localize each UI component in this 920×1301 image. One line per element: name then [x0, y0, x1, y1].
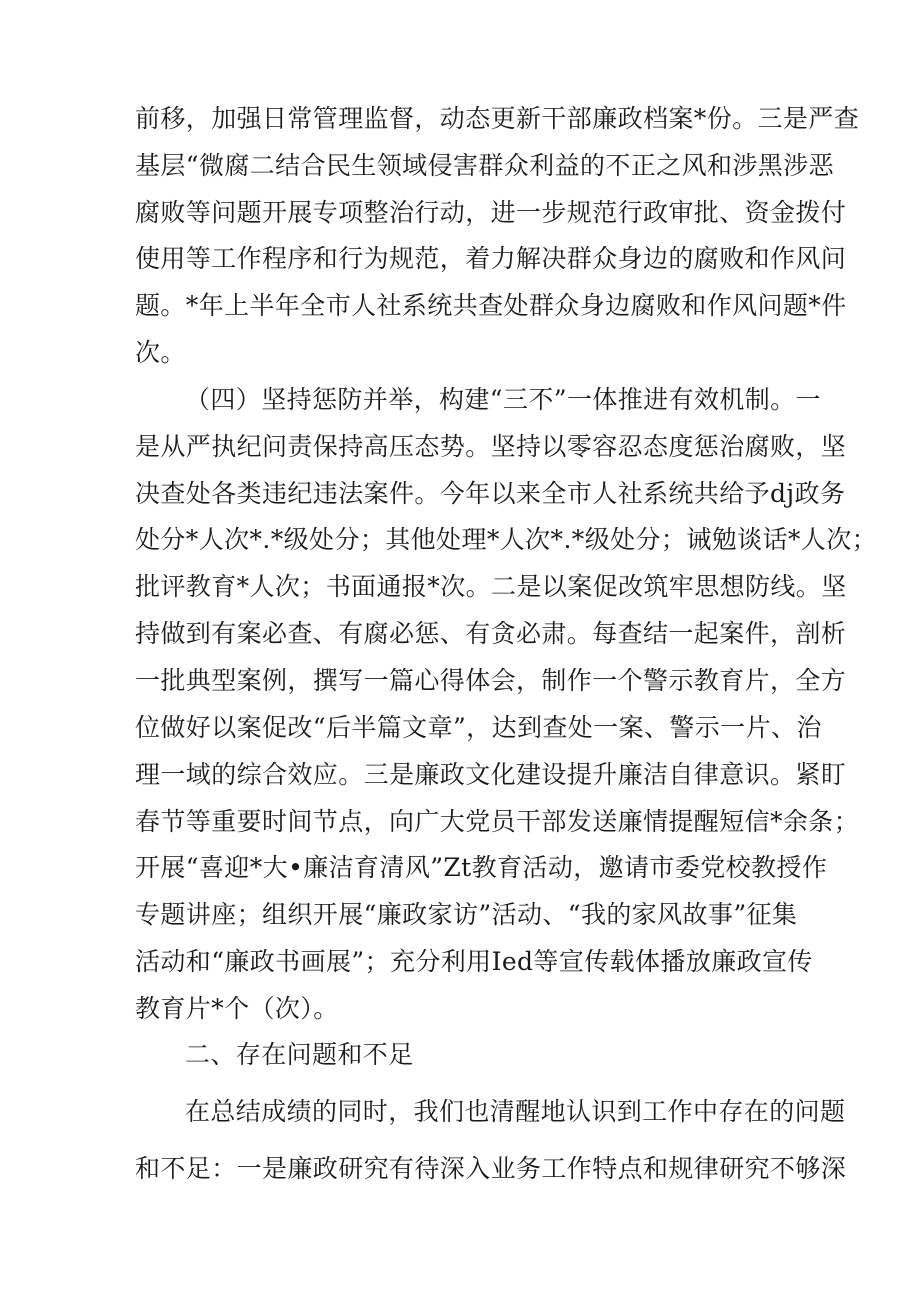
text-line: 春节等重要时间节点，向广大党员干部发送廉情提醒短信*余条；	[135, 807, 860, 836]
text-line: 次。	[135, 338, 186, 367]
text-line: 基层“微腐二结合民生领域侵害群众利益的不正之风和涉黑涉恶	[135, 151, 834, 180]
text-line: 前移，加强日常管理监督，动态更新干部廉政档案*份。三是严查	[135, 104, 860, 133]
text-line: 腐败等问题开展专项整治行动，进一步规范行政审批、资金拨付	[135, 198, 847, 227]
text-line: 和不足：一是廉政研究有待深入业务工作特点和规律研究不够深	[135, 1154, 847, 1183]
text-line: 在总结成绩的同时，我们也清醒地认识到工作中存在的问题	[185, 1097, 846, 1126]
text-line: 决查处各类违纪违法案件。今年以来全市人社系统共给予dj政务	[135, 479, 846, 508]
text-line: 活动和“廉政书画展”；充分利用Ied等宣传载体播放廉政宣传	[135, 947, 813, 976]
text-line: 处分*人次*.*级处分；其他处理*人次*.*级处分；诫勉谈话*人次；	[135, 525, 877, 554]
text-line: 开展“喜迎*大•廉洁育清风”Zt教育活动，邀请市委党校教授作	[135, 853, 828, 882]
text-line: 持做到有案必查、有腐必惩、有贪必肃。每查结一起案件，剖析	[135, 619, 847, 648]
text-line: 教育片*个（次）。	[135, 994, 339, 1023]
text-line: 专题讲座；组织开展“廉政家访”活动、“我的家风故事”征集	[135, 900, 798, 929]
text-line: 批评教育*人次；书面通报*次。二是以案促改筑牢思想防线。坚	[135, 572, 847, 601]
text-line: 使用等工作程序和行为规范，着力解决群众身边的腐败和作风问	[135, 244, 847, 273]
text-line: 位做好以案促改“后半篇文章”，达到查处一案、警示一片、治	[135, 713, 822, 742]
section-heading: （四）坚持惩防并举，构建“三不”一体推进有效机制。一	[185, 385, 821, 414]
text-line: 题。*年上半年全市人社系统共查处群众身边腐败和作风问题*件	[135, 291, 847, 320]
section-heading-problems: 二、存在问题和不足	[185, 1040, 414, 1069]
text-line: 是从严执纪问责保持高压态势。坚持以零容忍态度惩治腐败，坚	[135, 432, 847, 461]
text-line: 一批典型案例，撰写一篇心得体会，制作一个警示教育片，全方	[135, 666, 847, 695]
text-line: 理一域的综合效应。三是廉政文化建设提升廉洁自律意识。紧盯	[135, 760, 847, 789]
